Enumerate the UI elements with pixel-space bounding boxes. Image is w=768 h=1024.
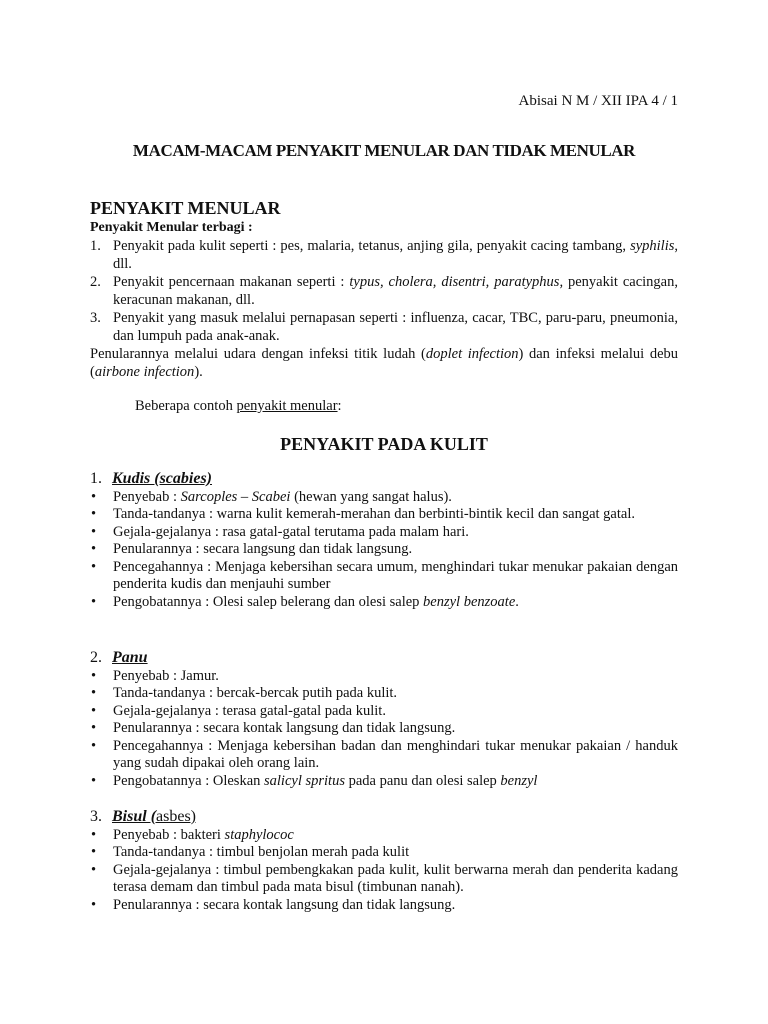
section-subheading: Penyakit Menular terbagi : — [90, 220, 253, 235]
disease-items — [90, 668, 678, 791]
list-item: • Tanda-tandanya : timbul benjolan merah pada kulit — [91, 844, 410, 860]
bullet-icon: • — [91, 826, 97, 843]
disease-block-bisul — [90, 808, 678, 914]
disease-items — [90, 489, 678, 612]
disease-heading: 2. Panu — [90, 649, 148, 666]
disease-items — [90, 827, 678, 915]
category-item: 3. Penyakit yang masuk melalui pernapasan seperti : influenza, cacar, TBC, paru-paru, pneumonia, dan lumpuh pada anak-anak. — [90, 310, 678, 344]
bullet-icon: • — [91, 523, 97, 540]
bullet-icon: • — [91, 844, 97, 860]
bullet-icon: • — [91, 737, 97, 754]
bullet-icon: • — [91, 685, 97, 701]
list-item: • Penyebab : Jamur. — [91, 667, 219, 684]
disease-heading: 1. Kudis (scabies) — [90, 470, 212, 487]
disease-block-panu — [90, 649, 678, 790]
list-item: • Penyebab : Sarcoples – Scabei (hewan yang sangat halus). — [91, 488, 452, 505]
examples-link[interactable]: penyakit menular — [236, 398, 338, 414]
examples-line: Beberapa contoh penyakit menular: — [135, 398, 342, 414]
list-item: • Gejala-gejalanya : timbul pembengkakan pada kulit, kulit berwarna merah dan penderita kadang terasa demam dan timbul pada mata bisul (timbunan nanah). — [91, 861, 678, 895]
bullet-icon: • — [91, 720, 97, 736]
list-item: • Tanda-tandanya : bercak-bercak putih pada kulit. — [91, 685, 398, 701]
list-item: • Penyebab : bakteri staphylococ — [91, 826, 294, 843]
list-item: • Pengobatannya : Olesi salep belerang dan olesi salep benzyl benzoate. — [91, 593, 519, 610]
author-line: Abisai N M / XII IPA 4 / 1 — [518, 93, 678, 109]
list-item: • Pencegahannya : Menjaga kebersihan secara umum, menghindari tukar menukar pakaian dengan penderita kudis dan menjauhi sumber — [91, 558, 678, 592]
skin-section-title: PENYAKIT PADA KULIT — [280, 434, 488, 454]
bullet-icon: • — [91, 896, 97, 913]
bullet-icon: • — [91, 488, 97, 505]
disease-block-kudis — [90, 470, 678, 611]
list-item: • Penularannya : secara kontak langsung dan tidak langsung. — [91, 720, 456, 736]
category-item: 1. Penyakit pada kulit seperti : pes, malaria, tetanus, anjing gila, penyakit cacing tambang, syphilis, dll. — [90, 238, 678, 272]
list-item: • Tanda-tandanya : warna kulit kemerah-merahan dan berbinti-bintik kecil dan sangat gatal. — [91, 506, 635, 522]
document-title: MACAM-MACAM PENYAKIT MENULAR DAN TIDAK MENULAR — [132, 141, 636, 160]
bullet-icon: • — [91, 506, 97, 522]
bullet-icon: • — [91, 558, 97, 575]
list-item: • Pengobatannya : Oleskan salicyl spritus pada panu dan olesi salep benzyl — [91, 772, 538, 789]
category-list — [90, 237, 678, 345]
intro-block — [90, 237, 678, 381]
list-item: • Pencegahannya : Menjaga kebersihan badan dan menghindari tukar menukar pakaian / handuk yang sudah dipakai oleh orang lain. — [91, 737, 678, 771]
bullet-icon: • — [91, 861, 97, 878]
transmission-paragraph: Penularannya melalui udara dengan infeksi titik ludah (doplet infection) dan infeksi melalui debu (airbone infection). — [90, 346, 679, 380]
disease-heading: 3. Bisul ( asbes) — [90, 808, 196, 825]
bullet-icon: • — [91, 667, 97, 684]
list-item: • Penularannya : secara langsung dan tidak langsung. — [91, 541, 413, 557]
bullet-icon: • — [91, 541, 97, 557]
list-item: • Gejala-gejalanya : terasa gatal-gatal pada kulit. — [91, 702, 386, 719]
bullet-icon: • — [91, 702, 97, 719]
section-heading: PENYAKIT MENULAR — [90, 198, 281, 218]
category-item: 2. Penyakit pencernaan makanan seperti : typus, cholera, disentri, paratyphus, penyakit cacingan, keracunan makanan, dll. — [90, 274, 678, 308]
bullet-icon: • — [91, 593, 97, 610]
list-item: • Penularannya : secara kontak langsung dan tidak langsung. — [91, 896, 456, 913]
bullet-icon: • — [91, 772, 97, 789]
list-item: • Gejala-gejalanya : rasa gatal-gatal terutama pada malam hari. — [91, 523, 469, 540]
